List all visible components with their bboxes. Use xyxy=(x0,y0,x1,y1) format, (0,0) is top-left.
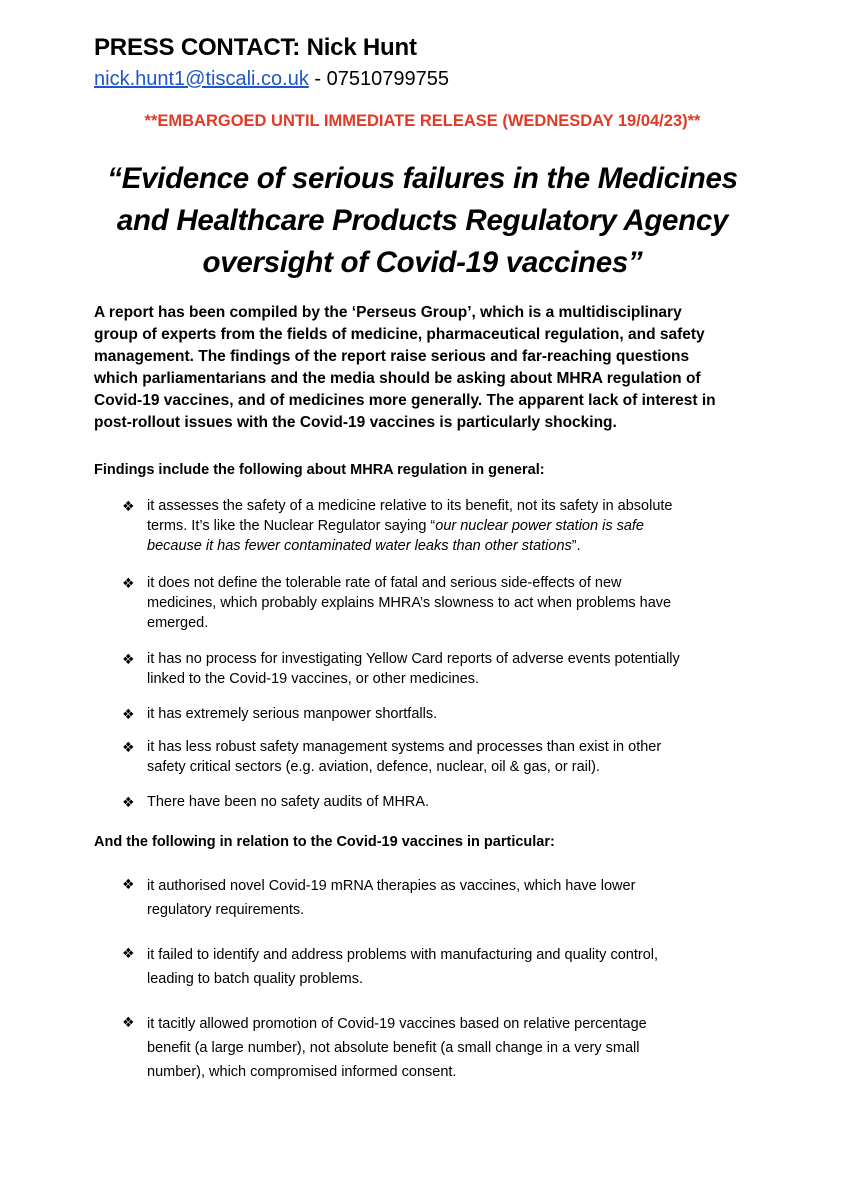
bullet-text-line: leading to batch quality problems. xyxy=(147,971,364,987)
intro-line: Covid-19 vaccines, and of medicines more generally. The apparent lack of interest in xyxy=(94,392,716,409)
bullet-text-line: safety critical sectors (e.g. aviation, defence, nuclear, oil & gas, or rail). xyxy=(147,759,600,775)
bullet-text-line: linked to the Covid-19 vaccines, or other medicines. xyxy=(147,671,480,687)
intro-line: group of experts from the fields of medicine, pharmaceutical regulation, and safety xyxy=(94,326,705,343)
intro-line: which parliamentarians and the media should be asking about MHRA regulation of xyxy=(94,370,701,387)
bullet-text-line: it has extremely serious manpower shortfalls. xyxy=(147,706,438,722)
bullet-text-line: number), which compromised informed consent. xyxy=(147,1064,457,1080)
headline xyxy=(60,158,785,284)
bullet-text-line: it assesses the safety of a medicine relative to its benefit, not its safety in absolute xyxy=(147,498,673,514)
section-heading-covid: And the following in relation to the Covid-19 vaccines in particular: xyxy=(94,834,555,850)
bullet-text-line: because it has fewer contaminated water leaks than other stations”. xyxy=(147,538,581,554)
contact-email-link[interactable]: nick.hunt1@tiscali.co.uk xyxy=(94,68,309,90)
bullet-text-line: terms. It’s like the Nuclear Regulator saying “our nuclear power station is safe xyxy=(147,518,644,534)
bullet-text-line: it tacitly allowed promotion of Covid-19 vaccines based on relative percentage xyxy=(147,1016,647,1032)
contact-phone: 07510799755 xyxy=(326,68,449,90)
bullet-text-line: emerged. xyxy=(147,615,209,631)
intro-paragraph xyxy=(94,302,759,434)
headline-line: oversight of Covid-19 vaccines” xyxy=(202,246,643,279)
bullet-text-line: regulatory requirements. xyxy=(147,902,305,918)
headline-line: “Evidence of serious failures in the Medicines xyxy=(107,162,738,195)
diamond-bullet-icon: ❖ xyxy=(122,794,135,810)
bullet-text-line: medicines, which probably explains MHRA’s slowness to act when problems have xyxy=(147,595,672,611)
press-contact-title: PRESS CONTACT: Nick Hunt xyxy=(94,34,417,61)
bullet-text-line: benefit (a large number), not absolute benefit (a small change in a very small xyxy=(147,1040,640,1056)
bullet-text-line: it has no process for investigating Yellow Card reports of adverse events potentially xyxy=(147,651,680,667)
contact-separator: - xyxy=(308,68,327,90)
diamond-bullet-icon: ❖ xyxy=(122,575,135,591)
embargo-notice: **EMBARGOED UNTIL IMMEDIATE RELEASE (WEDNESDAY 19/04/23)** xyxy=(144,112,701,130)
intro-line: management. The findings of the report raise serious and far-reaching questions xyxy=(94,348,690,365)
bullet-text-line: it authorised novel Covid-19 mRNA therapies as vaccines, which have lower xyxy=(147,878,636,894)
contact-details xyxy=(94,68,449,91)
section-heading-general: Findings include the following about MHRA regulation in general: xyxy=(94,462,545,478)
bullet-text-line: it does not define the tolerable rate of fatal and serious side-effects of new xyxy=(147,575,622,591)
bullet-text-line: There have been no safety audits of MHRA. xyxy=(147,794,430,810)
diamond-bullet-icon: ❖ xyxy=(122,1014,135,1030)
diamond-bullet-icon: ❖ xyxy=(122,498,135,514)
diamond-bullet-icon: ❖ xyxy=(122,651,135,667)
diamond-bullet-icon: ❖ xyxy=(122,706,135,722)
intro-line: post-rollout issues with the Covid-19 vaccines is particularly shocking. xyxy=(94,414,617,431)
bullet-text-line: it has less robust safety management systems and processes than exist in other xyxy=(147,739,662,755)
diamond-bullet-icon: ❖ xyxy=(122,876,135,892)
intro-line: A report has been compiled by the ‘Perseus Group’, which is a multidisciplinary xyxy=(94,304,682,321)
headline-line: and Healthcare Products Regulatory Agency xyxy=(116,204,729,237)
diamond-bullet-icon: ❖ xyxy=(122,945,135,961)
bullet-text-line: it failed to identify and address problems with manufacturing and quality control, xyxy=(147,947,659,963)
diamond-bullet-icon: ❖ xyxy=(122,739,135,755)
